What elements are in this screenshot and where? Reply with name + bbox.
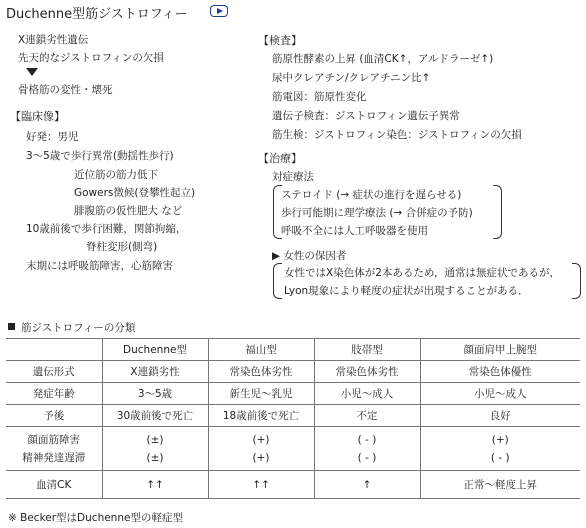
table-row [6, 427, 580, 471]
cause-line-1: X連鎖劣性遺伝 [18, 34, 89, 46]
table-cell: 正常～軽度上昇 [420, 471, 580, 499]
clinical-item: 末期には呼吸筋障害，心筋障害 [26, 260, 173, 272]
cell-value: ( - ) [490, 451, 510, 464]
clinical-item: 近位筋の筋力低下 [74, 169, 158, 181]
clinical-heading: 【臨床像】 [10, 110, 65, 123]
exam-item: 筋生検：ジストロフィン染色：ジストロフィンの欠損 [272, 129, 522, 141]
clinical-item: 好発：男児 [26, 131, 79, 143]
table-header-row [6, 339, 580, 361]
table-header-cell: 福山型 [208, 339, 314, 361]
cell-value: (±) [146, 433, 164, 446]
exam-item: 筋電図：筋原性変化 [272, 91, 367, 103]
table-heading [8, 320, 135, 335]
table-header-cell [6, 339, 102, 361]
carrier-bracket-left [273, 263, 282, 299]
table-cell: 不定 [314, 405, 420, 427]
classification-table [6, 338, 580, 499]
table-heading-text: 筋ジストロフィーの分類 [21, 322, 136, 334]
cell-value: (+) [252, 451, 270, 464]
row-label: 血清CK [6, 471, 102, 499]
row-label: 予後 [6, 405, 102, 427]
table-cell: 新生児～乳児 [208, 383, 314, 405]
exam-item: 遺伝子検査：ジストロフィン遺伝子異常 [272, 110, 460, 122]
carrier-line-1: 女性ではX染色体が2本あるため，通常は無症状であるが， [284, 267, 560, 279]
table-cell [420, 427, 580, 471]
table-header-cell: 顔面肩甲上腕型 [420, 339, 580, 361]
row-label: 発症年齢 [6, 383, 102, 405]
carrier-line-2: Lyon現象により軽度の症状が出現することがある． [284, 285, 529, 297]
cell-value: (+) [252, 433, 270, 446]
table-cell: 常染色体劣性 [314, 361, 420, 383]
table-row [6, 383, 580, 405]
table-cell: 18歳前後で死亡 [208, 405, 314, 427]
treatment-heading: 【治療】 [258, 152, 302, 165]
table-cell: 常染色体優性 [420, 361, 580, 383]
exam-item: 筋原性酵素の上昇 (血清CK↑，アルドラーゼ↑) [272, 53, 494, 65]
table-row [6, 405, 580, 427]
table-cell [208, 427, 314, 471]
table-cell: ↑ [314, 471, 420, 499]
cause-line-2: 先天的なジストロフィンの欠損 [18, 52, 164, 64]
treatment-item: ステロイド (→ 症状の進行を遅らせる) [281, 189, 462, 201]
table-header-cell: Duchenne型 [102, 339, 208, 361]
cause-result: 骨格筋の変性・壊死 [18, 84, 113, 96]
clinical-item: 10歳前後で歩行困難，関節拘縮， [26, 223, 187, 235]
row-label-text: 顔面筋障害 [27, 433, 80, 446]
square-bullet-icon [8, 323, 15, 330]
table-cell: 小児～成人 [314, 383, 420, 405]
treatment-sub: 対症療法 [272, 171, 314, 183]
table-cell: 常染色体劣性 [208, 361, 314, 383]
arrow-down-icon [26, 68, 38, 76]
table-cell [314, 427, 420, 471]
carrier-bracket-right [572, 263, 581, 299]
row-label [6, 427, 102, 471]
table-header-cell: 肢帯型 [314, 339, 420, 361]
cell-value: ( - ) [357, 451, 377, 464]
table-cell: X連鎖劣性 [102, 361, 208, 383]
table-cell: 30歳前後で死亡 [102, 405, 208, 427]
table-cell [102, 427, 208, 471]
row-label: 遺伝形式 [6, 361, 102, 383]
clinical-item: 腓腹筋の仮性肥大 など [74, 205, 183, 217]
treatment-bracket-right [493, 185, 502, 239]
table-cell: 小児～成人 [420, 383, 580, 405]
table-cell: 良好 [420, 405, 580, 427]
clinical-item: 3～5歳で歩行異常(動揺性歩行) [26, 150, 174, 162]
clinical-item: 脊柱変形(側弯) [86, 241, 158, 253]
clinical-item: Gowers徴候(登攀性起立) [74, 187, 196, 199]
carrier-heading: ▶ 女性の保因者 [272, 250, 347, 262]
row-label-text: 精神発達遅滞 [22, 451, 86, 464]
page-title: Duchenne型筋ジストロフィー [6, 7, 188, 22]
table-cell: 3～5歳 [102, 383, 208, 405]
play-icon[interactable] [210, 5, 228, 17]
treatment-item: 歩行可能期に理学療法 (→ 合併症の予防) [281, 207, 473, 219]
treatment-item: 呼吸不全には人工呼吸器を使用 [281, 225, 428, 237]
table-row [6, 361, 580, 383]
cell-value: (+) [491, 433, 509, 446]
exam-heading: 【検査】 [258, 34, 302, 47]
cell-value: ( - ) [357, 433, 377, 446]
cell-value: (±) [146, 451, 164, 464]
table-note: ※ Becker型はDuchenne型の軽症型 [8, 512, 183, 524]
table-cell: ↑↑ [208, 471, 314, 499]
exam-item: 尿中クレアチン/クレアチニン比↑ [272, 72, 431, 84]
table-row [6, 471, 580, 499]
table-cell: ↑↑ [102, 471, 208, 499]
